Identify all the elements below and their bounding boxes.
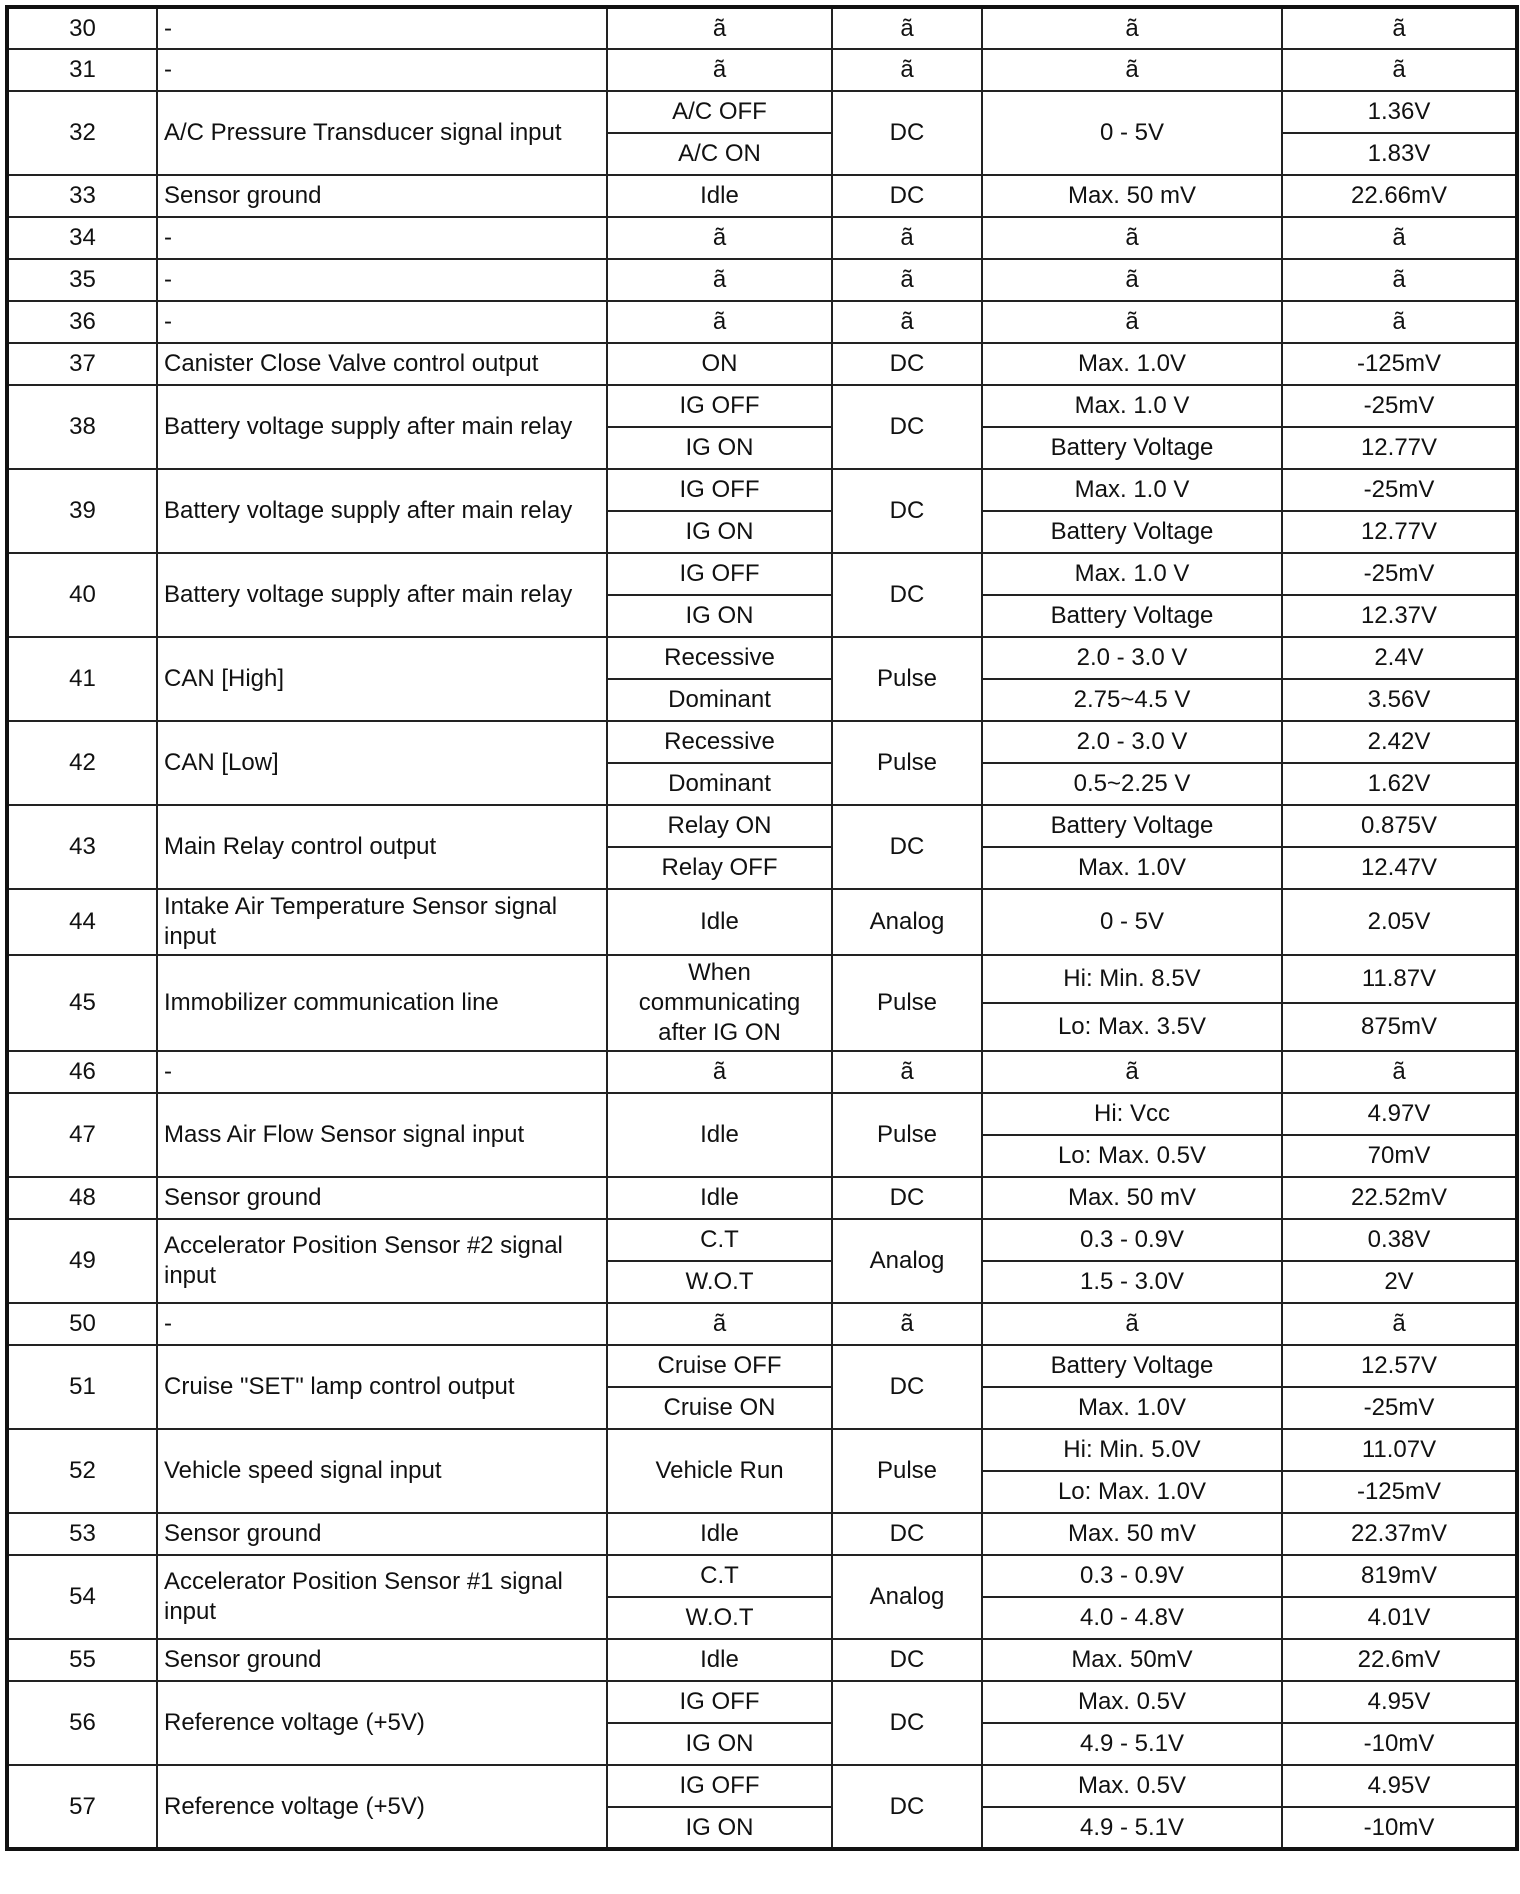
pin-number: 40	[7, 553, 157, 637]
pin-level: ã	[982, 259, 1282, 301]
pin-level: 0 - 5V	[982, 889, 1282, 955]
table-row	[7, 1555, 1517, 1597]
pin-number: 46	[7, 1051, 157, 1093]
pin-description: Accelerator Position Sensor #1 signal input	[157, 1555, 607, 1639]
pin-condition: Cruise ON	[607, 1387, 832, 1429]
pin-description: -	[157, 217, 607, 259]
table-row	[7, 955, 1517, 1003]
pin-condition: ã	[607, 217, 832, 259]
pin-level: Max. 0.5V	[982, 1765, 1282, 1807]
pin-test-result: ã	[1282, 301, 1517, 343]
table-row	[7, 1051, 1517, 1093]
pin-description: Mass Air Flow Sensor signal input	[157, 1093, 607, 1177]
pin-type: Pulse	[832, 1429, 982, 1513]
pin-level: 0.5~2.25 V	[982, 763, 1282, 805]
pin-condition: ON	[607, 343, 832, 385]
table-row	[7, 1429, 1517, 1471]
pin-description: Canister Close Valve control output	[157, 343, 607, 385]
pin-level: 0 - 5V	[982, 91, 1282, 175]
pin-level: Hi: Vcc	[982, 1093, 1282, 1135]
pin-level: Lo: Max. 1.0V	[982, 1471, 1282, 1513]
pin-test-result: 2.05V	[1282, 889, 1517, 955]
pin-condition: ã	[607, 7, 832, 49]
table-row	[7, 175, 1517, 217]
pin-type: Pulse	[832, 637, 982, 721]
pin-test-result: ã	[1282, 49, 1517, 91]
pin-description: Main Relay control output	[157, 805, 607, 889]
pin-condition: IG ON	[607, 595, 832, 637]
pin-table-container	[5, 5, 1519, 1851]
pin-type: DC	[832, 805, 982, 889]
pin-condition: When communicating after IG ON	[607, 955, 832, 1051]
pin-level: Hi: Min. 5.0V	[982, 1429, 1282, 1471]
pin-description: Battery voltage supply after main relay	[157, 385, 607, 469]
pin-level: ã	[982, 301, 1282, 343]
table-row	[7, 385, 1517, 427]
pin-level: Max. 1.0V	[982, 343, 1282, 385]
pin-condition: Cruise OFF	[607, 1345, 832, 1387]
pin-test-result: 22.52mV	[1282, 1177, 1517, 1219]
pin-condition: IG OFF	[607, 1681, 832, 1723]
pin-number: 36	[7, 301, 157, 343]
table-row	[7, 91, 1517, 133]
pin-level: 4.9 - 5.1V	[982, 1807, 1282, 1849]
pin-test-result: 22.6mV	[1282, 1639, 1517, 1681]
table-row	[7, 217, 1517, 259]
table-row	[7, 1093, 1517, 1135]
pin-level: 0.3 - 0.9V	[982, 1219, 1282, 1261]
pin-level: 0.3 - 0.9V	[982, 1555, 1282, 1597]
pin-type: Analog	[832, 1219, 982, 1303]
pin-type: Pulse	[832, 721, 982, 805]
pin-number: 47	[7, 1093, 157, 1177]
pin-type: DC	[832, 553, 982, 637]
pin-test-result: ã	[1282, 217, 1517, 259]
table-row	[7, 637, 1517, 679]
pin-test-result: ã	[1282, 7, 1517, 49]
table-row	[7, 721, 1517, 763]
pin-level: 1.5 - 3.0V	[982, 1261, 1282, 1303]
pin-level: 4.0 - 4.8V	[982, 1597, 1282, 1639]
pin-level: Battery Voltage	[982, 595, 1282, 637]
pin-test-result: 0.875V	[1282, 805, 1517, 847]
pin-description: -	[157, 259, 607, 301]
pin-condition: Dominant	[607, 679, 832, 721]
pin-level: Battery Voltage	[982, 427, 1282, 469]
pin-number: 42	[7, 721, 157, 805]
pin-level: Max. 50 mV	[982, 175, 1282, 217]
pin-description: Vehicle speed signal input	[157, 1429, 607, 1513]
pin-test-result: 3.56V	[1282, 679, 1517, 721]
pin-condition: ã	[607, 1303, 832, 1345]
pin-level: 2.0 - 3.0 V	[982, 721, 1282, 763]
pin-description: -	[157, 49, 607, 91]
pin-test-result: -25mV	[1282, 385, 1517, 427]
pin-condition: ã	[607, 301, 832, 343]
pin-condition: A/C OFF	[607, 91, 832, 133]
pin-condition: C.T	[607, 1555, 832, 1597]
pin-test-result: 2.42V	[1282, 721, 1517, 763]
table-row	[7, 301, 1517, 343]
pin-type: DC	[832, 1681, 982, 1765]
pin-type: DC	[832, 469, 982, 553]
pin-test-result: ã	[1282, 259, 1517, 301]
pin-type: Pulse	[832, 1093, 982, 1177]
pin-test-result: -25mV	[1282, 1387, 1517, 1429]
pin-number: 54	[7, 1555, 157, 1639]
pin-number: 35	[7, 259, 157, 301]
pin-level: 2.0 - 3.0 V	[982, 637, 1282, 679]
pin-condition: ã	[607, 1051, 832, 1093]
pin-description: CAN [Low]	[157, 721, 607, 805]
pin-number: 43	[7, 805, 157, 889]
pin-condition: Idle	[607, 1093, 832, 1177]
table-row	[7, 889, 1517, 955]
pin-type: ã	[832, 49, 982, 91]
pin-number: 48	[7, 1177, 157, 1219]
pin-description: A/C Pressure Transducer signal input	[157, 91, 607, 175]
pin-number: 39	[7, 469, 157, 553]
pin-description: Intake Air Temperature Sensor signal input	[157, 889, 607, 955]
pin-level: Max. 1.0 V	[982, 385, 1282, 427]
pin-level: Lo: Max. 3.5V	[982, 1003, 1282, 1051]
pin-level: Lo: Max. 0.5V	[982, 1135, 1282, 1177]
pin-type: DC	[832, 91, 982, 175]
pin-test-result: 12.57V	[1282, 1345, 1517, 1387]
table-row	[7, 259, 1517, 301]
pin-type: DC	[832, 175, 982, 217]
pin-condition: Idle	[607, 1513, 832, 1555]
pin-description: Reference voltage (+5V)	[157, 1765, 607, 1849]
pin-condition: A/C ON	[607, 133, 832, 175]
pin-test-result: 22.66mV	[1282, 175, 1517, 217]
table-row	[7, 469, 1517, 511]
pin-description: -	[157, 7, 607, 49]
pin-number: 30	[7, 7, 157, 49]
pin-condition: ã	[607, 259, 832, 301]
pin-level: Max. 1.0V	[982, 847, 1282, 889]
pin-test-result: 4.95V	[1282, 1765, 1517, 1807]
pin-condition: Idle	[607, 175, 832, 217]
pin-level: ã	[982, 217, 1282, 259]
table-row	[7, 7, 1517, 49]
pin-test-result: -25mV	[1282, 553, 1517, 595]
pin-test-result: 0.38V	[1282, 1219, 1517, 1261]
pin-test-result: 1.36V	[1282, 91, 1517, 133]
pin-number: 31	[7, 49, 157, 91]
pin-type: DC	[832, 343, 982, 385]
table-row	[7, 1681, 1517, 1723]
pin-number: 49	[7, 1219, 157, 1303]
pin-number: 56	[7, 1681, 157, 1765]
pin-test-result: 1.83V	[1282, 133, 1517, 175]
pin-description: Immobilizer communication line	[157, 955, 607, 1051]
pin-number: 55	[7, 1639, 157, 1681]
pin-description: -	[157, 1303, 607, 1345]
pin-description: Accelerator Position Sensor #2 signal input	[157, 1219, 607, 1303]
pin-number: 33	[7, 175, 157, 217]
pin-test-result: -125mV	[1282, 1471, 1517, 1513]
pin-level: Max. 0.5V	[982, 1681, 1282, 1723]
pin-type: DC	[832, 1765, 982, 1849]
pin-condition: Idle	[607, 1639, 832, 1681]
pin-type: ã	[832, 259, 982, 301]
pin-condition: IG ON	[607, 1807, 832, 1849]
table-row	[7, 49, 1517, 91]
pin-condition: IG ON	[607, 1723, 832, 1765]
pin-table	[5, 5, 1519, 1851]
pin-condition: ã	[607, 49, 832, 91]
pin-condition: Recessive	[607, 637, 832, 679]
pin-test-result: 2.4V	[1282, 637, 1517, 679]
pin-test-result: 1.62V	[1282, 763, 1517, 805]
pin-number: 52	[7, 1429, 157, 1513]
pin-test-result: ã	[1282, 1303, 1517, 1345]
pin-condition: Relay OFF	[607, 847, 832, 889]
pin-condition: Relay ON	[607, 805, 832, 847]
pin-condition: W.O.T	[607, 1261, 832, 1303]
pin-description: Reference voltage (+5V)	[157, 1681, 607, 1765]
pin-number: 57	[7, 1765, 157, 1849]
pin-number: 37	[7, 343, 157, 385]
pin-description: Battery voltage supply after main relay	[157, 469, 607, 553]
pin-number: 32	[7, 91, 157, 175]
pin-condition: IG ON	[607, 511, 832, 553]
pin-number: 45	[7, 955, 157, 1051]
pin-level: Battery Voltage	[982, 805, 1282, 847]
table-row	[7, 343, 1517, 385]
pin-test-result: 22.37mV	[1282, 1513, 1517, 1555]
pin-level: ã	[982, 49, 1282, 91]
pin-level: 4.9 - 5.1V	[982, 1723, 1282, 1765]
pin-number: 41	[7, 637, 157, 721]
pin-type: DC	[832, 1345, 982, 1429]
pin-test-result: 2V	[1282, 1261, 1517, 1303]
pin-description: Sensor ground	[157, 1177, 607, 1219]
pin-test-result: -25mV	[1282, 469, 1517, 511]
pin-test-result: -10mV	[1282, 1807, 1517, 1849]
pin-condition: Vehicle Run	[607, 1429, 832, 1513]
pin-level: Battery Voltage	[982, 1345, 1282, 1387]
pin-type: ã	[832, 1051, 982, 1093]
pin-number: 34	[7, 217, 157, 259]
pin-test-result: 70mV	[1282, 1135, 1517, 1177]
pin-test-result: 4.97V	[1282, 1093, 1517, 1135]
pin-condition: Recessive	[607, 721, 832, 763]
pin-test-result: 11.87V	[1282, 955, 1517, 1003]
pin-level: Battery Voltage	[982, 511, 1282, 553]
pin-level: Max. 1.0 V	[982, 469, 1282, 511]
pin-test-result: 4.95V	[1282, 1681, 1517, 1723]
pin-type: ã	[832, 1303, 982, 1345]
pin-type: DC	[832, 385, 982, 469]
pin-test-result: 4.01V	[1282, 1597, 1517, 1639]
pin-level: Max. 1.0 V	[982, 553, 1282, 595]
pin-number: 38	[7, 385, 157, 469]
pin-level: Hi: Min. 8.5V	[982, 955, 1282, 1003]
pin-number: 44	[7, 889, 157, 955]
pin-description: CAN [High]	[157, 637, 607, 721]
pin-description: Sensor ground	[157, 1513, 607, 1555]
pin-description: -	[157, 1051, 607, 1093]
pin-type: ã	[832, 301, 982, 343]
table-row	[7, 1639, 1517, 1681]
pin-level: ã	[982, 7, 1282, 49]
pin-type: Analog	[832, 1555, 982, 1639]
table-row	[7, 1219, 1517, 1261]
pin-condition: W.O.T	[607, 1597, 832, 1639]
pin-test-result: 12.37V	[1282, 595, 1517, 637]
pin-condition: IG OFF	[607, 469, 832, 511]
pin-table-body	[7, 7, 1517, 1849]
table-row	[7, 1177, 1517, 1219]
pin-condition: IG OFF	[607, 553, 832, 595]
pin-condition: Dominant	[607, 763, 832, 805]
pin-test-result: 12.77V	[1282, 511, 1517, 553]
pin-type: Analog	[832, 889, 982, 955]
pin-test-result: ã	[1282, 1051, 1517, 1093]
pin-test-result: 11.07V	[1282, 1429, 1517, 1471]
table-row	[7, 1513, 1517, 1555]
pin-number: 53	[7, 1513, 157, 1555]
table-row	[7, 553, 1517, 595]
pin-test-result: 12.77V	[1282, 427, 1517, 469]
pin-type: Pulse	[832, 955, 982, 1051]
pin-level: ã	[982, 1051, 1282, 1093]
pin-level: Max. 1.0V	[982, 1387, 1282, 1429]
table-row	[7, 1765, 1517, 1807]
pin-level: ã	[982, 1303, 1282, 1345]
pin-test-result: 12.47V	[1282, 847, 1517, 889]
pin-type: ã	[832, 7, 982, 49]
pin-number: 51	[7, 1345, 157, 1429]
pin-level: Max. 50 mV	[982, 1177, 1282, 1219]
pin-type: ã	[832, 217, 982, 259]
pin-type: DC	[832, 1639, 982, 1681]
pin-condition: IG OFF	[607, 1765, 832, 1807]
pin-test-result: -125mV	[1282, 343, 1517, 385]
pin-level: Max. 50mV	[982, 1639, 1282, 1681]
table-row	[7, 1345, 1517, 1387]
pin-description: Cruise "SET" lamp control output	[157, 1345, 607, 1429]
pin-test-result: 819mV	[1282, 1555, 1517, 1597]
pin-condition: IG OFF	[607, 385, 832, 427]
pin-number: 50	[7, 1303, 157, 1345]
pin-description: Sensor ground	[157, 1639, 607, 1681]
pin-level: 2.75~4.5 V	[982, 679, 1282, 721]
pin-type: DC	[832, 1177, 982, 1219]
pin-description: -	[157, 301, 607, 343]
pin-condition: Idle	[607, 1177, 832, 1219]
pin-level: Max. 50 mV	[982, 1513, 1282, 1555]
pin-condition: Idle	[607, 889, 832, 955]
table-row	[7, 805, 1517, 847]
pin-description: Battery voltage supply after main relay	[157, 553, 607, 637]
pin-description: Sensor ground	[157, 175, 607, 217]
pin-type: DC	[832, 1513, 982, 1555]
pin-condition: C.T	[607, 1219, 832, 1261]
pin-test-result: 875mV	[1282, 1003, 1517, 1051]
pin-condition: IG ON	[607, 427, 832, 469]
pin-test-result: -10mV	[1282, 1723, 1517, 1765]
table-row	[7, 1303, 1517, 1345]
